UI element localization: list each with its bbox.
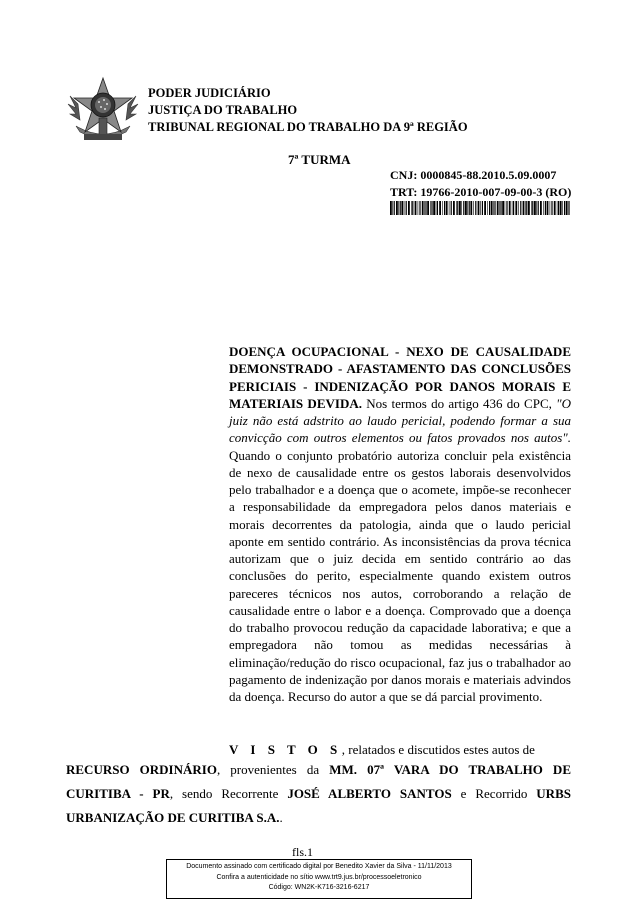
header-tribunal: TRIBUNAL REGIONAL DO TRABALHO DA 9ª REGIÃO bbox=[148, 120, 468, 134]
para-text-2: , sendo Recorrente bbox=[169, 786, 288, 801]
para-text-3: e Recorrido bbox=[451, 786, 537, 801]
recorrente-name: JOSÉ ALBERTO SANTOS bbox=[287, 786, 452, 801]
page-number: fls.1 bbox=[292, 845, 313, 859]
vara-name: MM. 07ª VARA DO TRABALHO DE CURITIBA - PR bbox=[66, 762, 571, 801]
recurso-ordinario: RECURSO ORDINÁRIO bbox=[66, 762, 217, 777]
ementa-title: DOENÇA OCUPACIONAL - NEXO DE CAUSALIDADE DEMONSTRADO - AFASTAMENTO DAS CONCLUSÕES PERICIAIS - INDENIZAÇÃO POR DANOS MORAIS E MATERIAIS DEVIDA. bbox=[229, 344, 571, 411]
process-numbers bbox=[390, 167, 571, 201]
header-poder-judiciario: PODER JUDICIÁRIO bbox=[148, 86, 271, 100]
header-justica-trabalho: JUSTIÇA DO TRABALHO bbox=[148, 103, 298, 117]
footer-signed: Documento assinado com certificado digital por Benedito Xavier da Silva - 11/11/2013 bbox=[186, 863, 452, 870]
para-text-4: . bbox=[279, 810, 283, 825]
trt-number: TRT: 19766-2010-007-09-00-3 (RO) bbox=[390, 185, 572, 199]
signature-footer bbox=[166, 859, 472, 899]
ementa-quote: "O juiz não está adstrito ao laudo pericial, podendo formar a sua convicção com outros elementos ou fatos provados nos autos". bbox=[229, 395, 571, 446]
case-paragraph bbox=[66, 758, 571, 830]
ementa-text-b: Quando o conjunto probatório autoriza concluir pela existência de nexo de causalidade entre os gestos laborais desenvolvidos pelo trabalhador e a doença que o acomete, impõe-se reconhecer a responsabilidade da empregadora pelos danos materiais e morais decorrentes da patologia, ainda que o laudo pericial aponte em sentido contrário. As inconsistências da prova técnica autorizam que o juiz decida em sentido contrário ao das conclusões do perito, especialmente quando existem outros pareceres técnicos nos autos, corroborando a relação de causalidade entre o labor e a doença. Comprovado que a doença do trabalho provocou redução da capacidade laborativa; e que a empregadora não tomou as medidas necessárias à eliminação/redução do risco ocupacional, faz jus o trabalhador ao pagamento de indenização por danos morais e materiais advindos da doença. Recurso do autor a que se dá parcial provimento. bbox=[229, 447, 571, 704]
vistos-rest: , relatados e discutidos estes autos de bbox=[341, 742, 535, 757]
vistos-title: V I S T O S bbox=[229, 742, 342, 757]
vistos-line bbox=[229, 741, 571, 758]
turma-label: 7ª TURMA bbox=[288, 152, 351, 167]
brasao-republica-icon bbox=[66, 74, 140, 148]
para-text-1: , provenientes da bbox=[216, 762, 330, 777]
barcode-icon bbox=[390, 201, 570, 215]
ementa bbox=[229, 343, 571, 705]
footer-code: Código: WN2K-K716-3216-6217 bbox=[268, 884, 370, 891]
recorrido-name: URBS URBANIZAÇÃO DE CURITIBA S.A. bbox=[66, 786, 571, 825]
footer-authenticity: Confira a autenticidade no sítio www.trt9.jus.br/processoeletronico bbox=[216, 873, 422, 881]
cnj-number: CNJ: 0000845-88.2010.5.09.0007 bbox=[390, 168, 557, 182]
ementa-text-a: Nos termos do artigo 436 do CPC, bbox=[366, 395, 552, 411]
